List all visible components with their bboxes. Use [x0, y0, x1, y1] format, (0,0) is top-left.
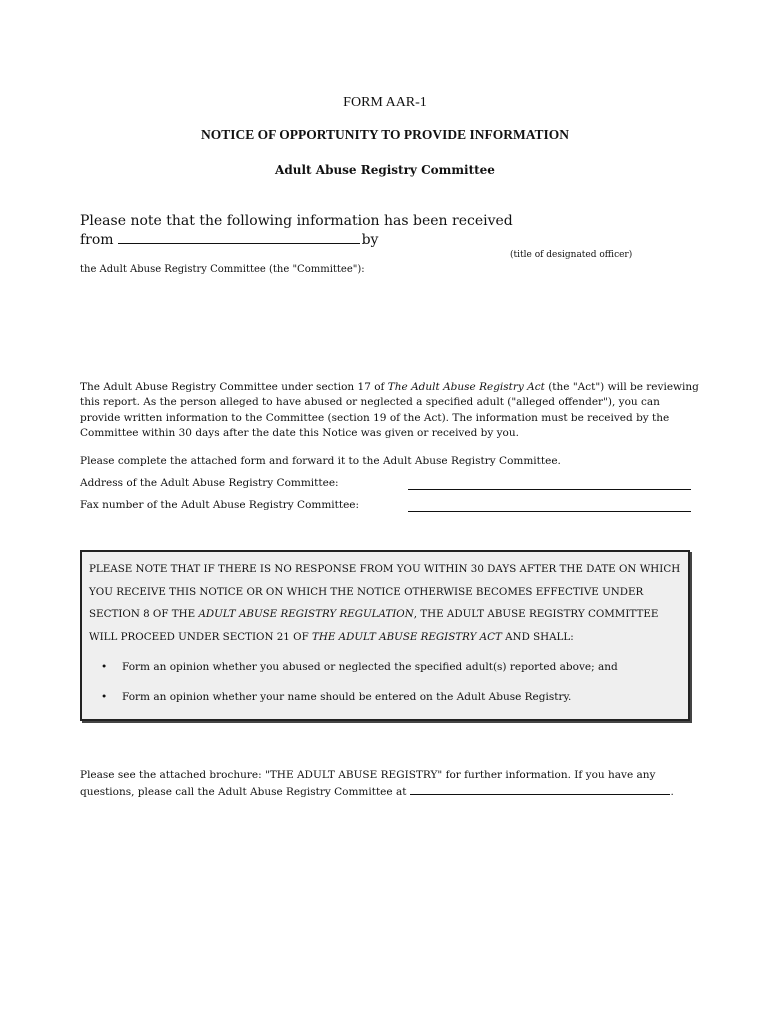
intro-line-1: Please note that the following information has been received — [80, 213, 513, 229]
address-label: Address of the Adult Abuse Registry Committee: — [80, 477, 339, 489]
fax-blank-line[interactable] — [408, 511, 691, 512]
closing-paragraph — [80, 768, 700, 800]
notice-part-1: PLEASE NOTE THAT IF THERE IS NO RESPONSE FROM YOU WITHIN 30 DAYS AFTER THE DATE ON WHICH YOU RECEIVE THIS NOTICE OR ON WHICH THE NOTICE OTHERWISE BECOMES EFFECTIVE UNDER SECTION 8 OF THE — [89, 563, 681, 620]
form-number: FORM AAR-1 — [343, 95, 427, 110]
bullet-icon: • — [101, 691, 108, 703]
review-paragraph-end: (the "Act") will be reviewing this report. As the person alleged to have abused or neglected a specified adult ("alleged offender"), you can provide written information to the Committee (section 19 of the Act). The information must be received by the Committee within 30 days after the date this Notice was given or received by you. — [80, 381, 699, 439]
from-blank-line[interactable] — [118, 231, 360, 244]
notice-box-text — [89, 558, 689, 648]
notice-title: NOTICE OF OPPORTUNITY TO PROVIDE INFORMATION — [201, 127, 569, 142]
bullet-text: Form an opinion whether you abused or neglected the specified adult(s) reported above; and — [122, 661, 618, 673]
notice-part-2: , THE ADULT ABUSE REGISTRY COMMITTEE WILL PROCEED UNDER SECTION 21 OF — [89, 608, 659, 643]
phone-blank-line[interactable] — [410, 784, 670, 795]
bullet-icon: • — [101, 661, 108, 673]
closing-period: . — [670, 785, 674, 798]
review-paragraph — [80, 380, 700, 441]
committee-title: Adult Abuse Registry Committee — [275, 163, 495, 177]
intro-line-2 — [80, 231, 378, 248]
bullet-text: Form an opinion whether your name should be entered on the Adult Abuse Registry. — [122, 691, 572, 703]
from-label: from — [80, 232, 114, 248]
intro-line-3: the Adult Abuse Registry Committee (the "Committee"): — [80, 264, 365, 275]
by-label: by — [361, 232, 379, 248]
closing-text: Please see the attached brochure: "THE ADULT ABUSE REGISTRY" for further information. If you have any questions, please call the Adult Abuse Registry Committee at — [80, 769, 656, 798]
act-name: The Adult Abuse Registry Act — [387, 381, 545, 393]
instructions-paragraph: Please complete the attached form and forward it to the Adult Abuse Registry Committee. — [80, 455, 561, 467]
fax-label: Fax number of the Adult Abuse Registry Committee: — [80, 499, 360, 511]
review-paragraph-start: The Adult Abuse Registry Committee under section 17 of — [80, 381, 388, 393]
act-name-caps: THE ADULT ABUSE REGISTRY ACT — [312, 630, 502, 643]
notice-part-3: AND SHALL: — [501, 630, 574, 643]
regulation-name: ADULT ABUSE REGISTRY REGULATION — [198, 608, 414, 620]
address-blank-line[interactable] — [408, 489, 691, 490]
no-response-notice-box — [80, 550, 690, 721]
officer-title-note: (title of designated officer) — [510, 250, 633, 260]
